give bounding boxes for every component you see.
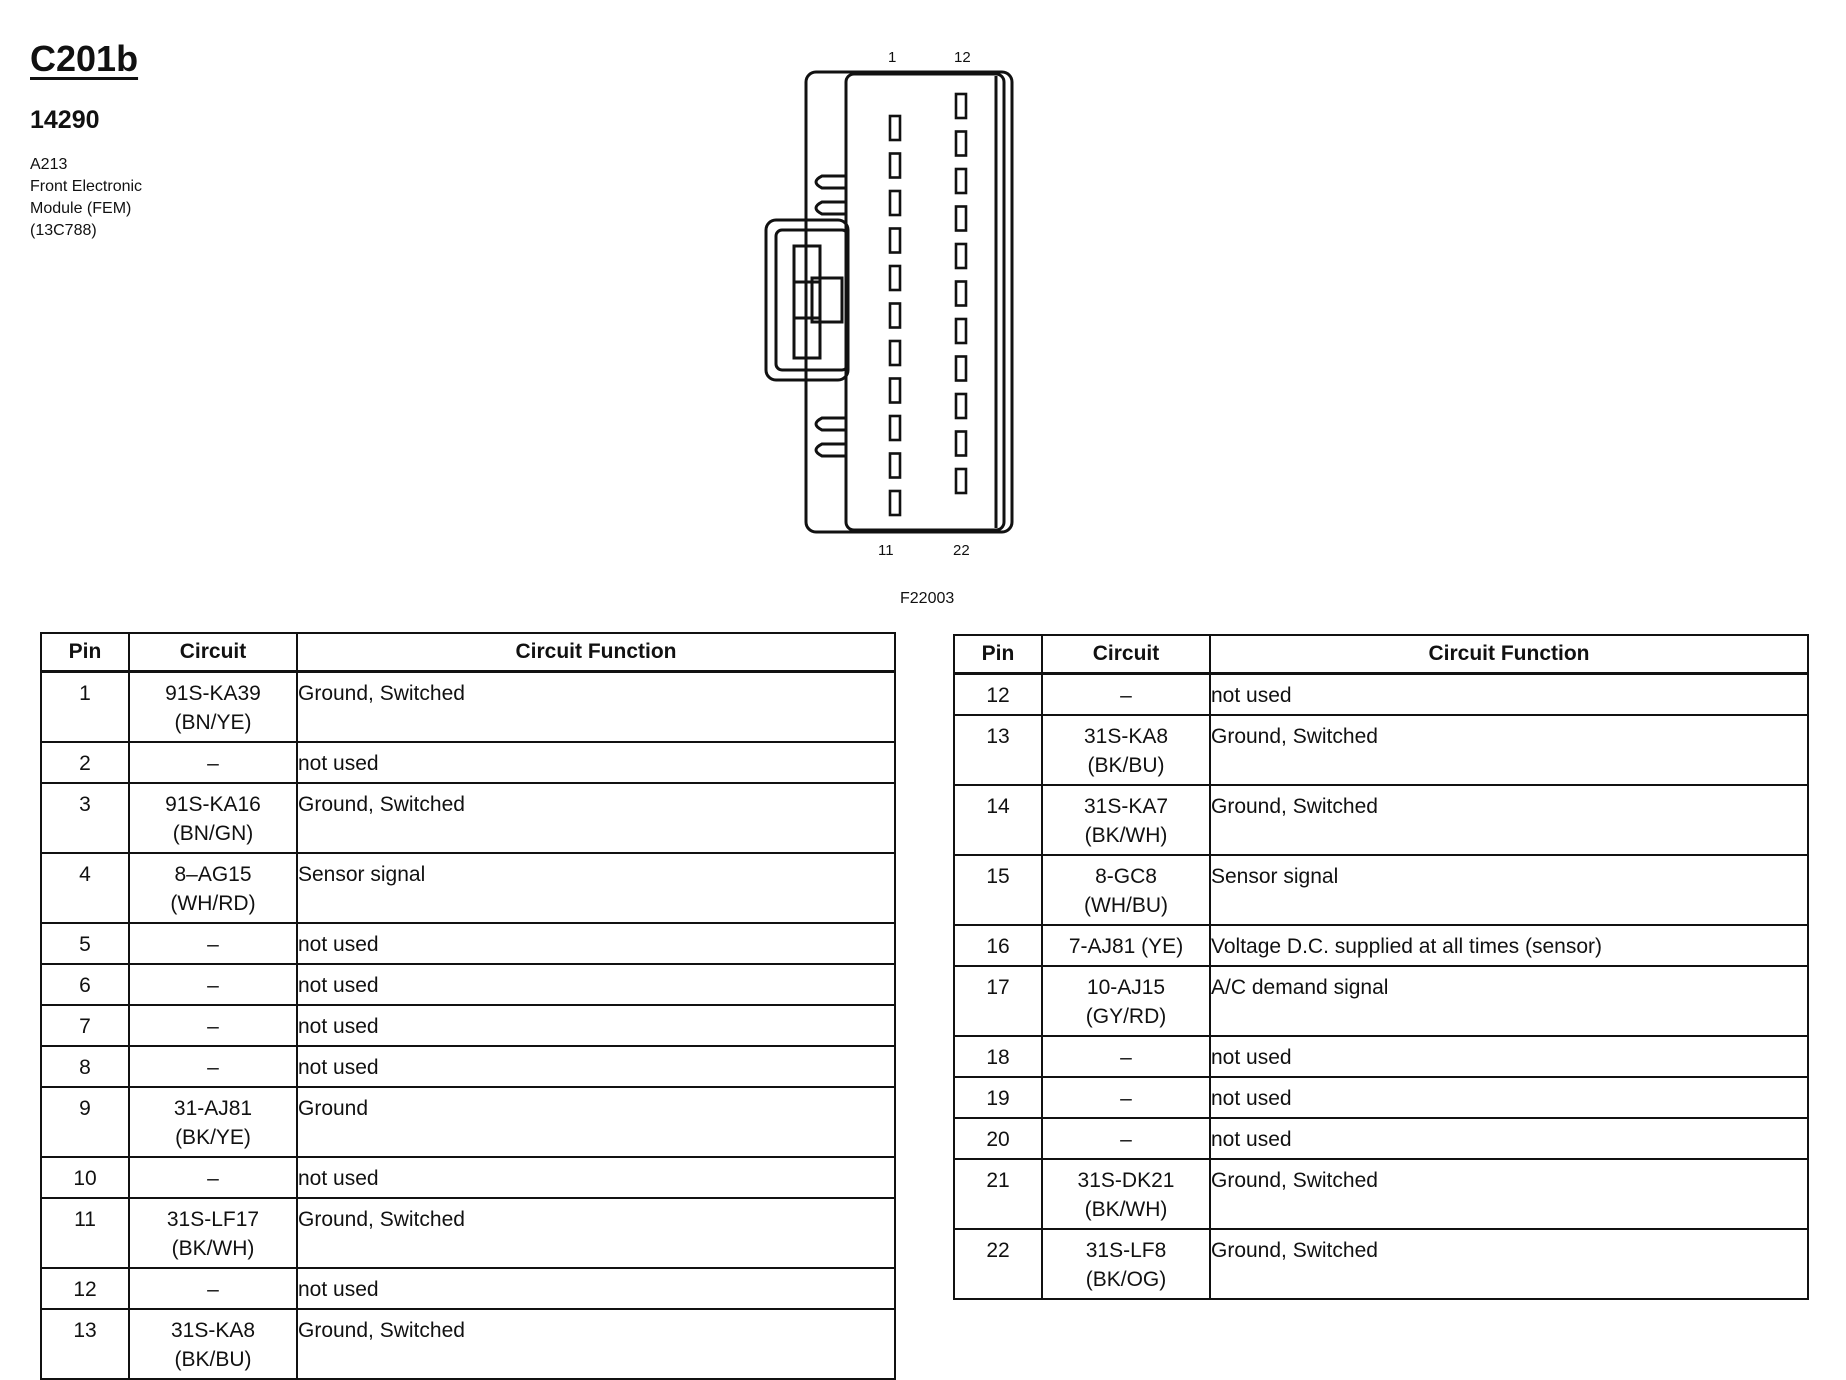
wire-color: (WH/BU) [1084, 894, 1168, 917]
pin-cavity [890, 379, 900, 403]
circuit-function: Sensor signal [297, 853, 895, 923]
wire-color: (BK/BU) [174, 1348, 252, 1371]
circuit-cell [129, 923, 297, 964]
pin-cavity [956, 94, 966, 118]
circuit-cell [129, 964, 297, 1005]
circuit-code: – [207, 1278, 219, 1301]
pin-cavity [956, 469, 966, 493]
pin-number: 15 [954, 855, 1042, 925]
circuit-function: not used [297, 1157, 895, 1198]
circuit-function: Ground, Switched [1210, 1159, 1808, 1229]
circuit-code: – [207, 974, 219, 997]
circuit-cell [1042, 1036, 1210, 1077]
pin-number: 22 [954, 1229, 1042, 1299]
pin-number: 8 [41, 1046, 129, 1087]
circuit-cell [1042, 1118, 1210, 1159]
circuit-function: Ground [297, 1087, 895, 1157]
header-circuit: Circuit [129, 633, 297, 672]
pin-number: 20 [954, 1118, 1042, 1159]
pin-cavity [890, 416, 900, 440]
table-header-row [41, 633, 895, 672]
pin-cavity [956, 132, 966, 156]
table-row [954, 855, 1808, 925]
circuit-function: not used [297, 1046, 895, 1087]
pin-table-right [953, 634, 1809, 1300]
pin-label-bottom-right: 22 [953, 542, 970, 559]
wire-color: (WH/RD) [170, 892, 256, 915]
circuit-cell [1042, 1159, 1210, 1229]
circuit-function: Ground, Switched [297, 672, 895, 743]
wire-color: (BN/YE) [174, 711, 252, 734]
circuit-function: Ground, Switched [1210, 1229, 1808, 1299]
circuit-code: 8-GC8 [1095, 865, 1157, 888]
header-pin: Pin [954, 635, 1042, 674]
circuit-cell [129, 1198, 297, 1268]
pin-cavity [890, 341, 900, 365]
circuit-function: not used [297, 923, 895, 964]
table-row [954, 674, 1808, 716]
circuit-function: not used [1210, 1036, 1808, 1077]
side-rib [816, 444, 846, 456]
connector-face [846, 74, 1004, 530]
side-rib [816, 202, 846, 214]
table-row [954, 1118, 1808, 1159]
pin-cavity [890, 191, 900, 215]
pin-number: 11 [41, 1198, 129, 1268]
circuit-function: Ground, Switched [297, 1309, 895, 1379]
pin-number: 10 [41, 1157, 129, 1198]
circuit-cell [129, 783, 297, 853]
wire-color: (BK/WH) [171, 1237, 255, 1260]
figure-id: F22003 [900, 590, 955, 607]
pin-cavity [890, 154, 900, 178]
table-row [41, 1198, 895, 1268]
table-header-row [954, 635, 1808, 674]
circuit-code: – [207, 933, 219, 956]
pin-label-bottom-left: 11 [878, 542, 894, 559]
pin-number: 13 [41, 1309, 129, 1379]
pin-cavity [956, 244, 966, 268]
pin-number: 2 [41, 742, 129, 783]
pin-number: 14 [954, 785, 1042, 855]
circuit-function: Sensor signal [1210, 855, 1808, 925]
table-row [954, 1159, 1808, 1229]
circuit-cell [129, 853, 297, 923]
circuit-function: A/C demand signal [1210, 966, 1808, 1036]
table-row [954, 1036, 1808, 1077]
circuit-code: 91S-KA39 [165, 682, 261, 705]
circuit-cell [129, 1087, 297, 1157]
wire-color: (BN/GN) [172, 822, 254, 845]
circuit-code: 91S-KA16 [165, 793, 261, 816]
circuit-cell [129, 1157, 297, 1198]
description-line: Module (FEM) [30, 200, 132, 217]
circuit-code: – [1120, 1046, 1132, 1069]
circuit-code: 31S-DK21 [1077, 1169, 1175, 1192]
circuit-cell [1042, 925, 1210, 966]
header-circuit-function: Circuit Function [297, 633, 895, 672]
wire-color: (BK/YE) [175, 1126, 251, 1149]
table-row [954, 925, 1808, 966]
circuit-code: – [207, 1056, 219, 1079]
circuit-cell [1042, 855, 1210, 925]
pin-cavity [956, 207, 966, 231]
pin-cavity [890, 116, 900, 140]
pin-cavity [890, 491, 900, 515]
wire-color: (BK/WH) [1084, 1198, 1168, 1221]
table-row [41, 672, 895, 743]
circuit-cell [1042, 1229, 1210, 1299]
circuit-code: – [207, 1167, 219, 1190]
connector-housing [806, 72, 1012, 532]
wire-color: (BK/BU) [1087, 754, 1165, 777]
header-pin: Pin [41, 633, 129, 672]
pin-number: 1 [41, 672, 129, 743]
circuit-code: 31S-LF8 [1085, 1239, 1167, 1262]
circuit-code: 31S-KA8 [1083, 725, 1169, 748]
pin-cavity [956, 282, 966, 306]
side-rib [816, 418, 846, 430]
wire-color: (BK/WH) [1084, 824, 1168, 847]
pin-label-top-right: 12 [954, 49, 971, 66]
circuit-cell [129, 1046, 297, 1087]
table-row [41, 1005, 895, 1046]
pin-cavity [956, 432, 966, 456]
circuit-code: 10-AJ15 [1086, 976, 1166, 999]
pin-number: 19 [954, 1077, 1042, 1118]
pin-number: 4 [41, 853, 129, 923]
description-line: (13C788) [30, 222, 97, 239]
pin-cavity [890, 266, 900, 290]
circuit-code: – [1120, 1128, 1132, 1151]
pin-number: 12 [41, 1268, 129, 1309]
circuit-code: 7-AJ81 (YE) [1068, 935, 1184, 958]
circuit-code: 31S-KA8 [170, 1319, 256, 1342]
header-circuit-function: Circuit Function [1210, 635, 1808, 674]
circuit-cell [129, 672, 297, 743]
pin-number: 12 [954, 674, 1042, 716]
pin-cavity [890, 229, 900, 253]
table-row [954, 1229, 1808, 1299]
circuit-cell [1042, 785, 1210, 855]
circuit-code: – [1120, 684, 1132, 707]
pin-number: 13 [954, 715, 1042, 785]
circuit-function: not used [1210, 1118, 1808, 1159]
circuit-function: Ground, Switched [1210, 785, 1808, 855]
pin-number: 5 [41, 923, 129, 964]
circuit-function: Ground, Switched [1210, 715, 1808, 785]
circuit-cell [129, 1268, 297, 1309]
pin-number: 6 [41, 964, 129, 1005]
circuit-function: Ground, Switched [297, 783, 895, 853]
pin-number: 9 [41, 1087, 129, 1157]
header-circuit: Circuit [1042, 635, 1210, 674]
pin-cavity [956, 169, 966, 193]
circuit-function: not used [297, 1268, 895, 1309]
circuit-function: Ground, Switched [297, 1198, 895, 1268]
connector-id: C201b [30, 38, 139, 79]
pin-cavity [956, 357, 966, 381]
circuit-code: 31S-LF17 [166, 1208, 260, 1231]
table-row [41, 1309, 895, 1379]
circuit-code: – [207, 752, 219, 775]
table-row [41, 742, 895, 783]
circuit-cell [129, 742, 297, 783]
circuit-function: not used [297, 964, 895, 1005]
pin-cavity [890, 454, 900, 478]
connector-face-diagram [760, 64, 1020, 544]
circuit-function: not used [1210, 674, 1808, 716]
wire-color: (BK/OG) [1085, 1268, 1167, 1291]
circuit-cell [1042, 966, 1210, 1036]
circuit-cell [1042, 715, 1210, 785]
description-line: Front Electronic [30, 178, 143, 195]
pin-number: 18 [954, 1036, 1042, 1077]
table-row [41, 923, 895, 964]
table-row [41, 853, 895, 923]
circuit-cell [129, 1005, 297, 1046]
pin-cavity [890, 304, 900, 328]
circuit-code: 31S-KA7 [1083, 795, 1169, 818]
wire-color: (GY/RD) [1085, 1005, 1167, 1028]
table-row [41, 1046, 895, 1087]
circuit-cell [1042, 674, 1210, 716]
circuit-cell [129, 1309, 297, 1379]
description-line: A213 [30, 156, 68, 173]
pin-table-left [40, 632, 896, 1380]
side-rib [816, 176, 846, 188]
circuit-cell [1042, 1077, 1210, 1118]
pin-number: 7 [41, 1005, 129, 1046]
pin-label-top-left: 1 [888, 49, 897, 66]
table-row [41, 1268, 895, 1309]
circuit-function: not used [297, 1005, 895, 1046]
table-row [41, 1087, 895, 1157]
table-row [954, 966, 1808, 1036]
table-row [954, 715, 1808, 785]
table-row [954, 785, 1808, 855]
pin-number: 3 [41, 783, 129, 853]
circuit-function: Voltage D.C. supplied at all times (sensor) [1210, 925, 1808, 966]
circuit-function: not used [297, 742, 895, 783]
circuit-code: 8–AG15 [174, 863, 252, 886]
pin-number: 21 [954, 1159, 1042, 1229]
table-row [41, 1157, 895, 1198]
table-row [41, 964, 895, 1005]
pin-number: 17 [954, 966, 1042, 1036]
pin-cavity [956, 394, 966, 418]
table-row [41, 783, 895, 853]
pin-cavity [956, 319, 966, 343]
circuit-code: 31-AJ81 [173, 1097, 253, 1120]
table-row [954, 1077, 1808, 1118]
circuit-code: – [1120, 1087, 1132, 1110]
pin-number: 16 [954, 925, 1042, 966]
part-number: 14290 [30, 106, 100, 134]
circuit-function: not used [1210, 1077, 1808, 1118]
circuit-code: – [207, 1015, 219, 1038]
